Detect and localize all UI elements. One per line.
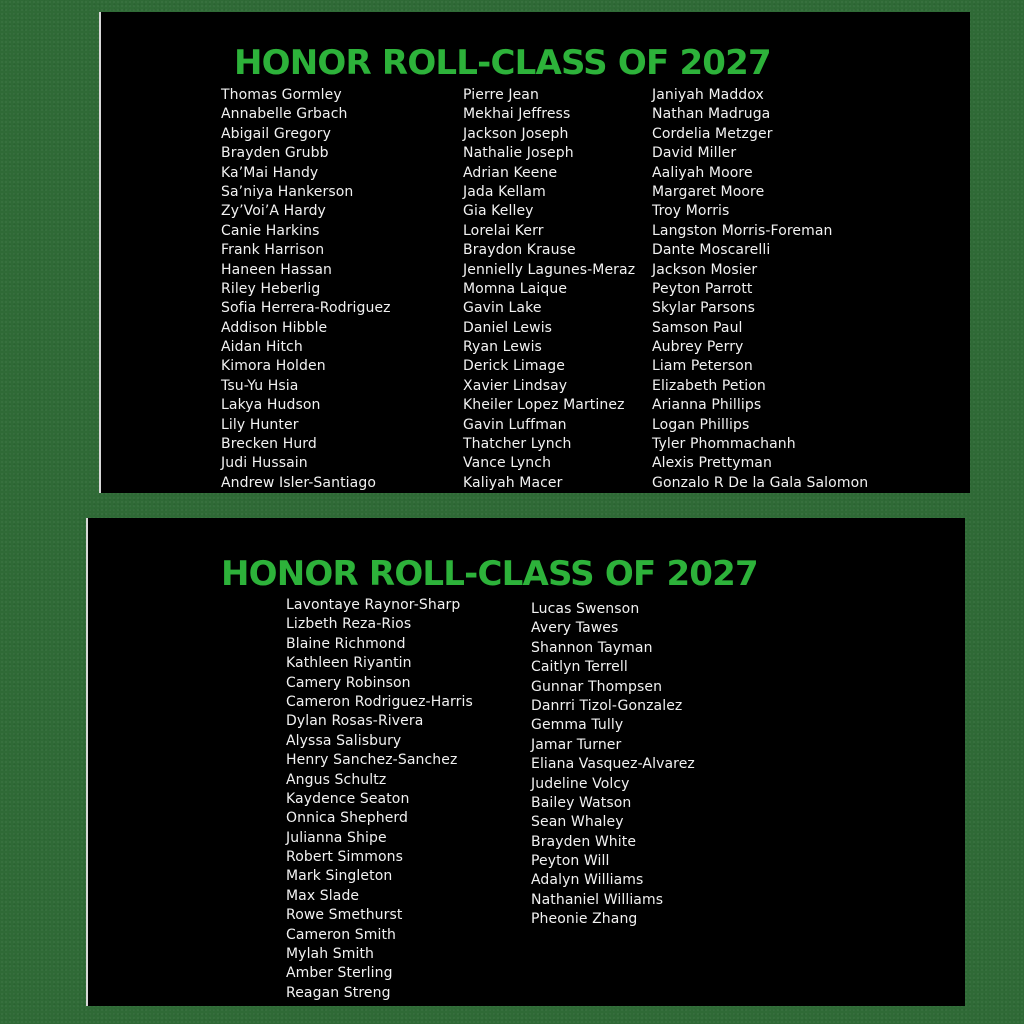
student-name: Rowe Smethurst (286, 907, 403, 924)
student-name: Brayden Grubb (221, 145, 329, 162)
student-name: Thatcher Lynch (463, 436, 572, 453)
student-name: Annabelle Grbach (221, 106, 348, 123)
student-name: Amber Sterling (286, 965, 393, 982)
student-name: Mekhai Jeffress (463, 106, 571, 123)
student-name: Addison Hibble (221, 319, 328, 336)
student-name: Janiyah Maddox (652, 87, 764, 103)
student-name: Margaret Moore (652, 183, 765, 200)
student-name: Lucas Swenson (531, 601, 640, 617)
student-name: Lizbeth Reza-Rios (286, 616, 412, 633)
student-name: Kaydence Seaton (286, 790, 410, 807)
student-name: Cameron Rodriguez-Harris (286, 693, 473, 710)
panel-2-name-column-2 (531, 600, 695, 930)
student-name: Aidan Hitch (221, 339, 303, 356)
student-name: Cordelia Metzger (652, 125, 773, 142)
student-name: Angus Schultz (286, 771, 387, 788)
student-name: Henry Sanchez-Sanchez (286, 752, 458, 769)
student-name: Brayden White (531, 833, 637, 850)
student-name: Gia Kelley (463, 203, 534, 220)
student-name: Lorelai Kerr (463, 222, 544, 239)
student-name: Nathaniel Williams (531, 891, 664, 908)
student-name: Dylan Rosas-Rivera (286, 713, 424, 730)
student-name: Bailey Watson (531, 794, 632, 811)
student-name: Shannon Tayman (531, 639, 653, 656)
student-name: Nathalie Joseph (463, 145, 574, 162)
student-name: Xavier Lindsay (463, 377, 568, 394)
student-name: Kimora Holden (221, 358, 326, 375)
student-name: David Miller (652, 145, 737, 162)
student-name: Judi Hussain (221, 455, 308, 472)
student-name: Reagan Streng (286, 984, 391, 1001)
student-name: Avery Tawes (531, 620, 619, 637)
honor-roll-panel-1 (99, 12, 970, 493)
student-name: Logan Phillips (652, 416, 750, 433)
student-name: Sofia Herrera-Rodriguez (221, 300, 391, 317)
student-name: Eliana Vasquez-Alvarez (531, 756, 695, 773)
student-name: Braydon Krause (463, 242, 576, 259)
panel-1-name-column-2 (463, 86, 635, 493)
student-name: Frank Harrison (221, 242, 325, 259)
student-name: Daniel Lewis (463, 319, 553, 336)
panel-1-title: HONOR ROLL-CLASS OF 2027 (234, 43, 771, 83)
student-name: Samson Paul (652, 319, 743, 336)
student-name: Elizabeth Petion (652, 377, 766, 394)
student-name: Dante Moscarelli (652, 242, 771, 259)
student-name: Gavin Luffman (463, 416, 567, 433)
student-name: Tsu-Yu Hsia (221, 377, 299, 394)
student-name: Zy’Voi’A Hardy (221, 203, 326, 220)
student-name: Brecken Hurd (221, 436, 317, 453)
student-name: Julianna Shipe (286, 829, 387, 846)
panel-1-name-column-1 (221, 86, 391, 493)
student-name: Kheiler Lopez Martinez (463, 397, 625, 414)
student-name: Gonzalo R De la Gala Salomon (652, 474, 869, 491)
student-name: Aaliyah Moore (652, 164, 753, 181)
student-name: Alexis Prettyman (652, 455, 772, 472)
student-name: Jennielly Lagunes-Meraz (463, 261, 636, 278)
student-name: Mark Singleton (286, 868, 393, 885)
student-name: Alyssa Salisbury (286, 732, 402, 749)
student-name: Gunnar Thompsen (531, 678, 663, 695)
student-name: Thomas Gormley (221, 87, 342, 103)
student-name: Onnica Shepherd (286, 810, 409, 827)
student-name: Max Slade (286, 887, 360, 904)
student-name: Mylah Smith (286, 946, 375, 963)
student-name: Liam Peterson (652, 358, 753, 375)
student-name: Kaliyah Macer (463, 474, 563, 491)
student-name: Adrian Keene (463, 164, 558, 181)
student-name: Vance Lynch (463, 455, 552, 472)
student-name: Jamar Turner (531, 736, 622, 753)
student-name: Pheonie Zhang (531, 911, 638, 928)
student-name: Canie Harkins (221, 222, 320, 239)
student-name: Jackson Mosier (652, 261, 758, 278)
student-name: Troy Morris (652, 203, 730, 220)
student-name: Abigail Gregory (221, 125, 331, 142)
student-name: Aubrey Perry (652, 339, 744, 356)
honor-roll-panel-2 (86, 518, 965, 1006)
student-name: Sean Whaley (531, 814, 624, 831)
student-name: Lakya Hudson (221, 397, 321, 414)
panel-2-title: HONOR ROLL-CLASS OF 2027 (221, 554, 758, 594)
student-name: Skylar Parsons (652, 300, 756, 317)
panel-2-name-column-1 (286, 596, 473, 1003)
student-name: Riley Heberlig (221, 280, 321, 297)
student-name: Andrew Isler-Santiago (221, 474, 376, 491)
student-name: Robert Simmons (286, 849, 404, 866)
student-name: Lavontaye Raynor-Sharp (286, 597, 461, 613)
student-name: Pierre Jean (463, 87, 539, 103)
student-name: Jada Kellam (463, 183, 546, 200)
student-name: Peyton Will (531, 853, 610, 870)
student-name: Ka’Mai Handy (221, 164, 319, 181)
student-name: Jackson Joseph (463, 125, 569, 142)
student-name: Kathleen Riyantin (286, 655, 412, 672)
student-name: Cameron Smith (286, 926, 397, 943)
student-name: Nathan Madruga (652, 106, 771, 123)
student-name: Peyton Parrott (652, 280, 753, 297)
student-name: Ryan Lewis (463, 339, 542, 356)
student-name: Gavin Lake (463, 300, 542, 317)
student-name: Blaine Richmond (286, 635, 406, 652)
student-name: Momna Laique (463, 280, 568, 297)
student-name: Camery Robinson (286, 674, 411, 691)
student-name: Langston Morris-Foreman (652, 222, 833, 239)
student-name: Tyler Phommachanh (652, 436, 796, 453)
student-name: Derick Limage (463, 358, 566, 375)
panel-1-name-column-3 (652, 86, 868, 493)
student-name: Gemma Tully (531, 717, 624, 734)
student-name: Sa’niya Hankerson (221, 183, 354, 200)
student-name: Haneen Hassan (221, 261, 332, 278)
student-name: Adalyn Williams (531, 872, 644, 889)
student-name: Judeline Volcy (531, 775, 630, 792)
student-name: Lily Hunter (221, 416, 299, 433)
student-name: Danrri Tizol-Gonzalez (531, 697, 683, 714)
student-name: Caitlyn Terrell (531, 659, 628, 676)
student-name: Arianna Phillips (652, 397, 762, 414)
